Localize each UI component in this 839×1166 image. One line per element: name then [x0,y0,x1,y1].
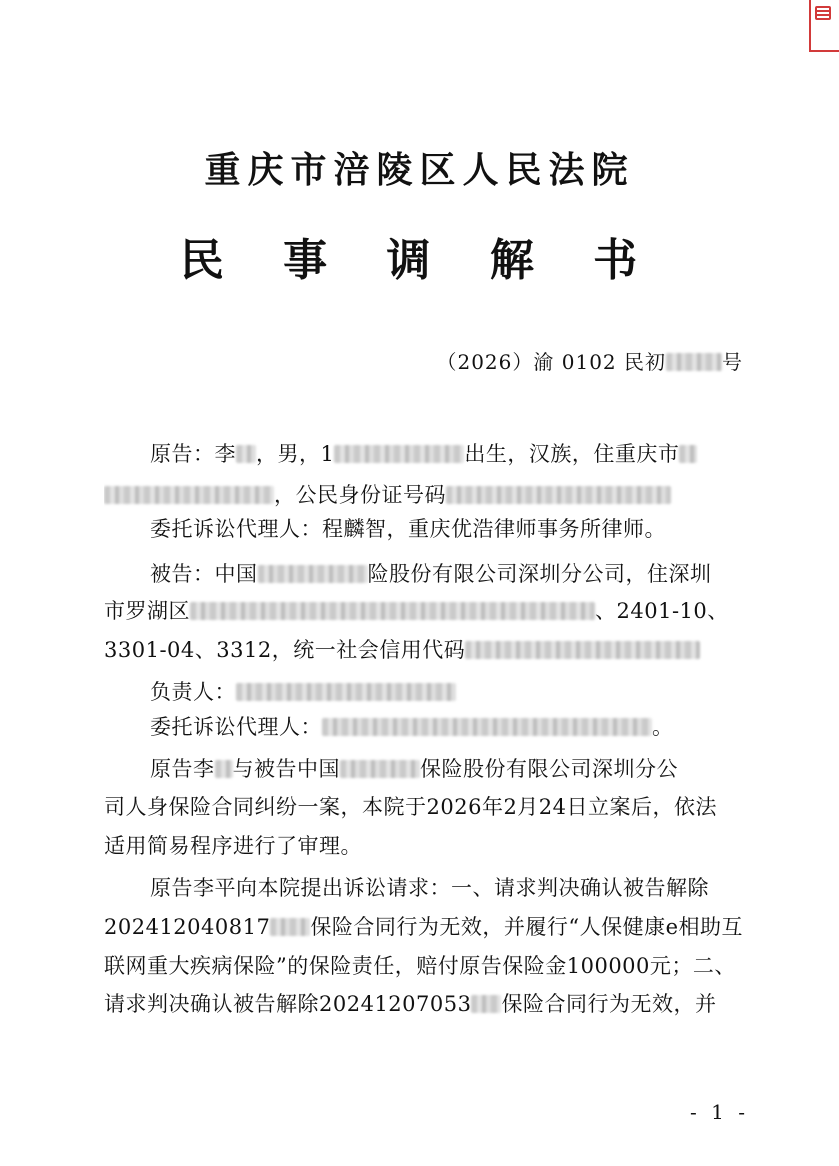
page-number: - 1 - [690,1100,749,1124]
claims-line-3: 联网重大疾病保险”的保险责任，赔付原告保险金100000元；二、 [104,954,736,978]
seal-stamp-corner [809,0,839,52]
claims-line-2: 202412040817 保险合同行为无效，并履行“人保健康e相助互 [104,915,744,939]
redacted-text [236,445,256,463]
case-paragraph-line-2: 司人身保险合同纠纷一案，本院于2026年2月24日立案后，依法 [104,795,718,819]
court-name: 重庆市涪陵区人民法院 [204,150,635,191]
redacted-text [465,641,700,659]
plaintiff-agent-line: 委托诉讼代理人：程麟智，重庆优浩律师事务所律师。 [150,517,666,541]
redacted-text [190,602,595,620]
claims-line-1: 原告李平向本院提出诉讼请求：一、请求判决确认被告解除 [150,876,709,900]
case-paragraph-line-1: 原告李 与被告中国 保险股份有限公司深圳分公 [150,757,678,781]
redacted-text [322,718,652,736]
redacted-text [215,760,233,778]
redacted-text [334,445,464,463]
defendant-line-2: 市罗湖区 、2401-10、 [104,599,729,623]
case-paragraph-line-3: 适用简易程序进行了审理。 [104,834,362,858]
case-number-prefix: （2026）渝 0102 民初 [436,350,666,374]
redacted-text [236,683,456,701]
document-title: 民 事 调 解 书 [179,235,660,286]
redacted-text [446,486,671,504]
case-number [436,346,743,375]
plaintiff-line-1: 原告：李 ，男，1 出生，汉族，住重庆市 [150,440,746,468]
redacted-text [340,760,420,778]
case-number-suffix: 号 [722,350,743,374]
defendant-line-1: 被告：中国 险股份有限公司深圳分公司，住深圳 [150,562,712,586]
redacted-text [471,995,501,1013]
redacted-text [666,353,722,371]
redacted-text [104,486,274,504]
responsible-person-line: 负责人： [150,678,746,706]
plaintiff-line-2: ，公民身份证号码 [104,481,746,509]
redacted-text [270,918,310,936]
defendant-agent-line: 委托诉讼代理人： 。 [150,715,674,739]
redacted-text [679,445,697,463]
defendant-line-3: 3301-04、3312，统一社会信用代码 [104,636,746,664]
claims-line-4: 请求判决确认被告解除20241207053 保险合同行为无效，并 [104,992,717,1016]
redacted-text [258,565,368,583]
